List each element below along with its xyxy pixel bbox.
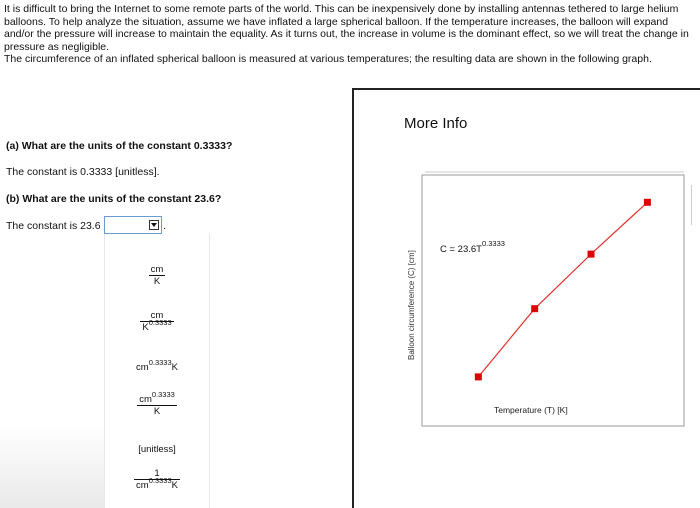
data-point-2: [531, 305, 538, 312]
option-label: [unitless]: [138, 444, 176, 455]
intro-paragraph-2: The circumference of an inflated spherical balloon is measured at various temperatures; the resulting data are shown in the following graph.: [4, 53, 652, 66]
option-numerator: cm: [150, 264, 164, 275]
question-b-answer-prefix: The constant is 23.6: [6, 220, 101, 232]
equation-annotation: [440, 239, 505, 255]
option-denominator-base: cm: [136, 480, 149, 491]
series-line: [475, 199, 651, 381]
option-numerator-base: cm: [139, 394, 152, 405]
option-tail: K: [171, 362, 178, 373]
option-denominator-base: K: [142, 322, 149, 333]
option-numerator: cm: [140, 310, 173, 322]
data-point-3: [588, 251, 595, 258]
option-exponent: 0.3333: [148, 358, 172, 367]
question-a-answer-value: [unitless]: [115, 166, 157, 178]
intro-paragraph-1: It is difficult to bring the Internet to some remote parts of the world. This can be inexpensively done by installing antennas tethered to large helium balloons. To help analyze the situation, assume we have inflated a large spherical balloon. If the temperature increases, the balloon will expand and/or the pressure will increase to maintain the equality. As it turns out, the increase in volume is the dominant effect, so we will treat the change in pressure as negligible.: [4, 3, 689, 53]
option-denominator-tail: K: [171, 480, 178, 491]
plot-frame: [422, 175, 684, 426]
option-denominator-exponent: 0.3333: [148, 318, 172, 327]
option-denominator-exponent: 0.3333: [148, 476, 172, 485]
question-a-period: .: [156, 166, 160, 178]
data-point-1: [475, 373, 482, 380]
option-base: cm: [136, 362, 149, 373]
option-numerator: 1: [134, 468, 180, 480]
x-axis-label: Temperature (T) [K]: [494, 405, 568, 415]
question-a-text: (a) What are the units of the constant 0.3333?: [6, 140, 233, 152]
question-b-period: .: [163, 220, 166, 232]
panel-edge: [691, 185, 692, 225]
y-axis-label: Balloon circumference (C) [cm]: [407, 250, 416, 360]
equation-exponent: 0.3333: [481, 239, 505, 248]
option-denominator: K: [153, 276, 161, 287]
data-line: [478, 202, 647, 377]
option-numerator-exponent: 0.3333: [151, 390, 175, 399]
option-denominator: K: [153, 406, 161, 417]
data-point-4: [644, 199, 651, 206]
more-info-title: More Info: [404, 115, 468, 132]
question-b-text: (b) What are the units of the constant 23.6?: [6, 193, 222, 205]
question-a-answer-prefix: The constant is 0.3333: [6, 166, 113, 178]
equation-prefix: C = 23.6T: [440, 244, 482, 255]
